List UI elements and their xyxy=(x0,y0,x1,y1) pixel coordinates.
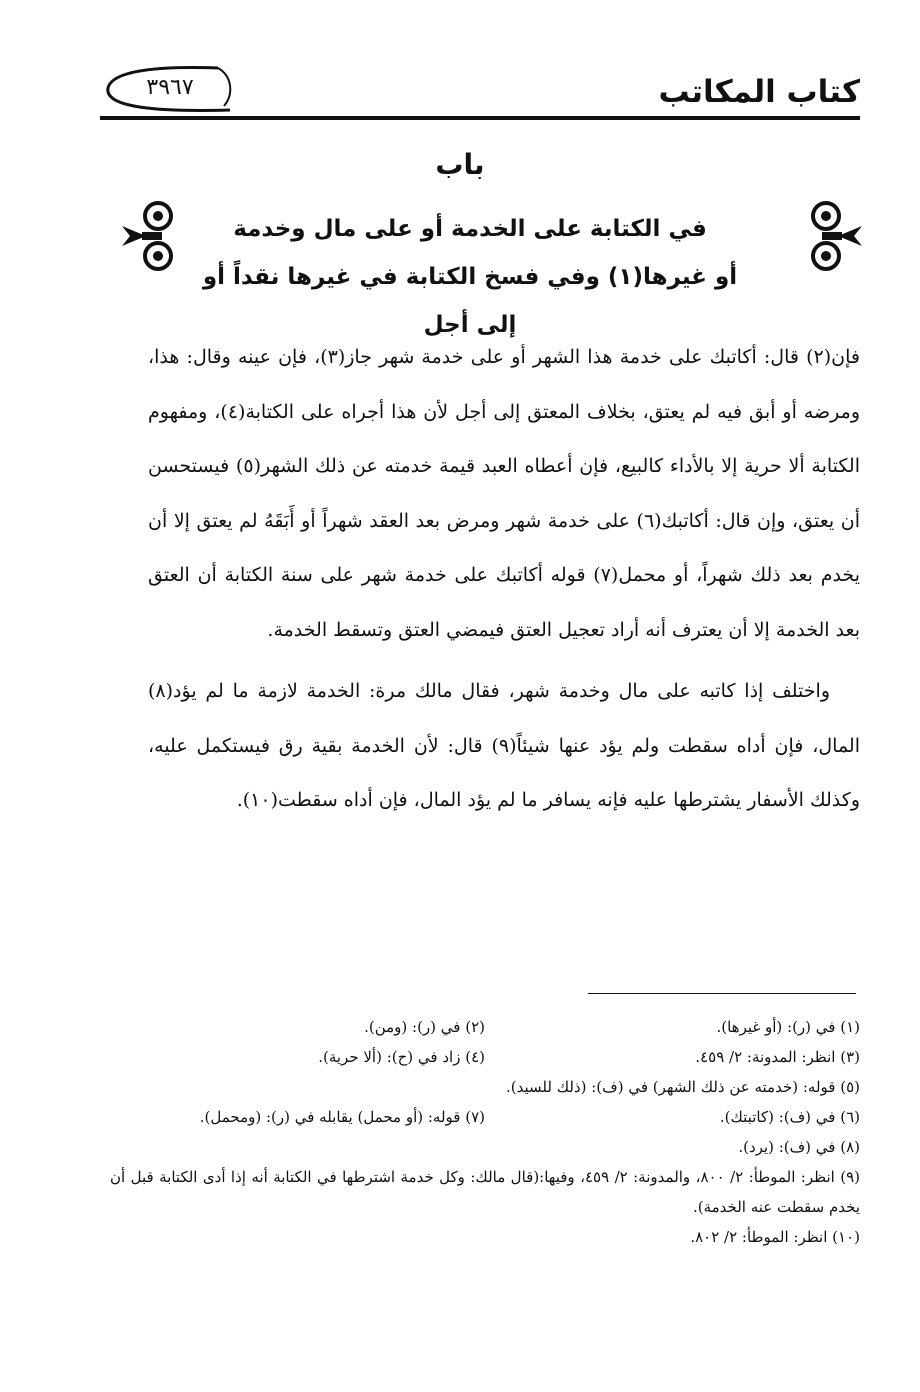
footnote: (١) في (ر): (أو غيرها). xyxy=(716,1018,860,1036)
chapter-label: باب xyxy=(435,148,485,181)
footnote: (٨) في (ف): (يرد). xyxy=(738,1138,860,1156)
footnote: (٣) انظر: المدونة: ٢/ ٤٥٩. xyxy=(695,1048,860,1066)
footnote: (٩) انظر: الموطأ: ٢/ ٨٠٠، والمدونة: ٢/ ٤٥٩، وفيها:(قال مالك: وكل خدمة اشترطها في الكتابة أنه إذا أدى الكتابة قبل أن يخدم سقطت عنه الخدمة). xyxy=(110,1168,861,1216)
footnotes xyxy=(110,1012,860,1252)
chapter-title xyxy=(190,205,750,349)
decorative-ornament xyxy=(120,196,184,276)
paragraph: واختلف إذا كاتبه على مال وخدمة شهر، فقال مالك مرة: الخدمة لازمة ما لم يؤد(٨) المال، فإن أداه سقطت ولم يؤد عنها شيئاً(٩) قال: لأن الخدمة بقية رق فيستكمل عليه، وكذلك الأسفار يشترطها عليه فإنه يسافر ما لم يؤد المال، فإن أداه سقطت(١٠). xyxy=(148,680,860,811)
footnote: (١٠) انظر: الموطأ: ٢/ ٨٠٢. xyxy=(690,1228,860,1246)
main-text xyxy=(148,330,860,828)
page-number: ٣٩٦٧ xyxy=(146,74,194,100)
decorative-ornament xyxy=(800,196,864,276)
chapter-title-line: أو غيرها(١) وفي فسخ الكتابة في غيرها نقداً أو إلى أجل xyxy=(202,264,738,338)
footnote: (٥) قوله: (خدمته عن ذلك الشهر) في (ف): (ذلك للسيد). xyxy=(506,1078,860,1096)
footnote: (٢) في (ر): (ومن). xyxy=(364,1018,485,1036)
footnote: (٤) زاد في (ح): (ألا حرية). xyxy=(318,1048,485,1066)
footnote: (٦) في (ف): (كاتبتك). xyxy=(719,1108,860,1126)
book-title: كتاب المكاتب xyxy=(658,74,860,110)
running-header xyxy=(100,60,860,122)
footnote-separator xyxy=(588,993,856,994)
footnote: (٧) قوله: (أو محمل) يقابله في (ر): (ومحمل). xyxy=(199,1108,485,1126)
chapter-title-line: في الكتابة على الخدمة أو على مال وخدمة xyxy=(233,216,707,242)
header-rule xyxy=(100,116,860,120)
paragraph: فإن(٢) قال: أكاتبك على خدمة هذا الشهر أو على خدمة شهر جاز(٣)، فإن عينه وقال: هذا، ومرضه أو أبق فيه لم يعتق، بخلاف المعتق إلى أجل لأن هذا أجراه على الكتابة(٤)، ومفهوم الكتابة ألا حرية إلا بالأداء كالبيع، فإن أعطاه العبد قيمة خدمته عن ذلك الشهر(٥) فيستحسن أن يعتق، وإن قال: أكاتبك(٦) على خدمة شهر ومرض بعد العقد شهراً أو أَبَقَهُ لم يعتق إلا أن يخدم بعد ذلك شهراً، أو محمل(٧) قوله أكاتبك على خدمة شهر على سنة الكتابة أن العتق بعد الخدمة إلا أن يعترف أنه أراد تعجيل العتق فيمضي العتق وتسقط الخدمة. xyxy=(148,346,860,641)
